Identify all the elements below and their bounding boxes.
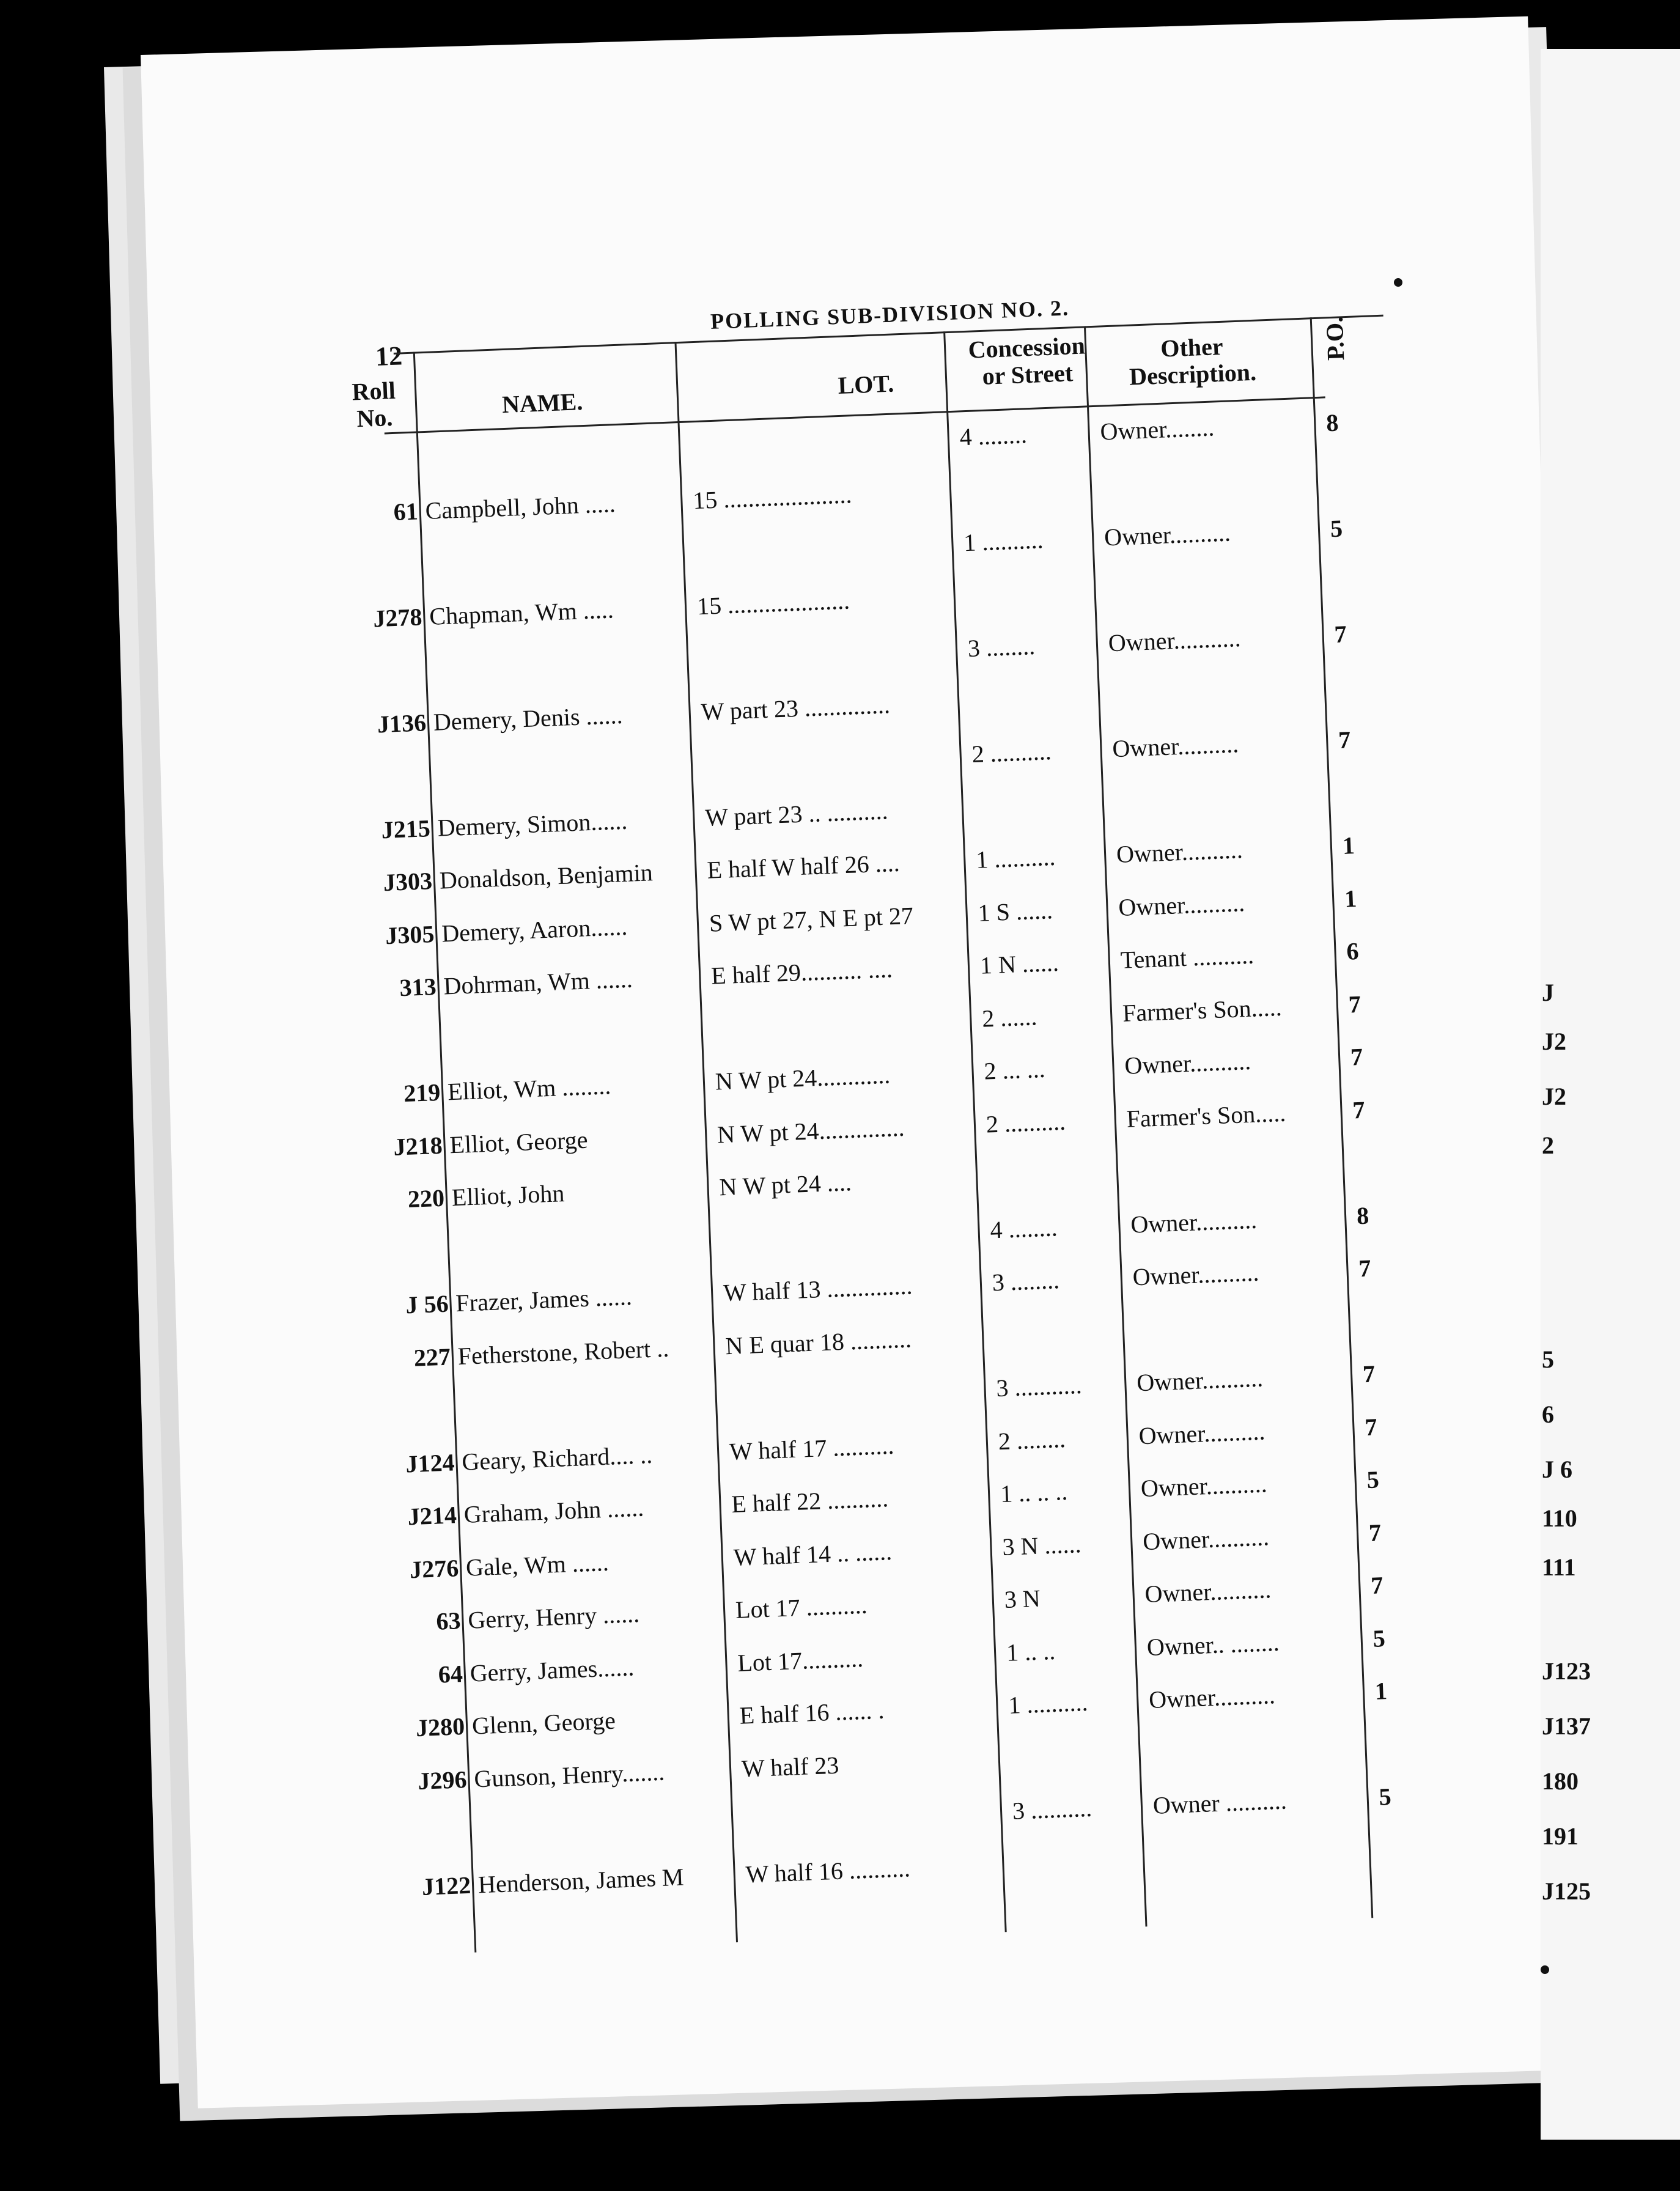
lot: E half 16 ...... . (739, 1696, 885, 1729)
roll-number: J296 (417, 1765, 468, 1795)
description: Farmer's Son..... (1126, 1099, 1286, 1133)
lot: E half 22 .......... (731, 1484, 889, 1519)
roll-number: J 56 (405, 1289, 449, 1319)
fragment: J137 (1542, 1712, 1591, 1740)
post-office: 7 (1347, 990, 1361, 1018)
fragment: 111 (1542, 1553, 1576, 1581)
voter-name: Donaldson, Benjamin (439, 858, 654, 894)
fragment: J125 (1542, 1877, 1591, 1905)
roll-number: 64 (437, 1659, 463, 1688)
description: Owner.......... (1136, 1364, 1264, 1397)
voter-name: Chapman, Wm ..... (429, 595, 614, 630)
post-office: 7 (1333, 620, 1347, 649)
description: Owner.......... (1132, 1258, 1260, 1291)
post-office: 1 (1344, 884, 1358, 913)
post-office: 8 (1356, 1201, 1369, 1229)
roll-number (356, 655, 424, 657)
fragment: J 6 (1542, 1456, 1572, 1483)
page-number: 12 (375, 341, 403, 372)
column-header-po: P.O. (1320, 316, 1350, 361)
lot: W half 14 .. ...... (732, 1537, 893, 1571)
voter-name: Glenn, George (471, 1706, 616, 1740)
post-office: 7 (1350, 1042, 1364, 1071)
concession: 1 N ...... (979, 948, 1059, 979)
fragment: J123 (1542, 1657, 1591, 1685)
roll-number (378, 1236, 446, 1239)
lot: N E quar 18 .......... (724, 1325, 912, 1360)
concession: 3 .......... (1012, 1794, 1092, 1825)
concession: 4 ........ (959, 421, 1028, 451)
voter-name: Demery, Denis ...... (433, 701, 624, 736)
concession: 1 .......... (975, 842, 1056, 874)
post-office: 7 (1352, 1096, 1366, 1124)
concession: 2 ...... (981, 1002, 1038, 1033)
post-office: 6 (1346, 937, 1360, 965)
post-office: 7 (1338, 726, 1352, 754)
roll-number: 63 (435, 1607, 462, 1635)
lot: S W pt 27, N E pt 27 (709, 901, 914, 937)
post-office: 7 (1364, 1412, 1378, 1441)
column-header-roll: Roll No. (351, 376, 396, 433)
roll-number: J122 (421, 1871, 471, 1901)
post-office: 5 (1378, 1782, 1392, 1811)
concession: 1 .. .. .. (1000, 1477, 1068, 1508)
roll-number: J124 (405, 1448, 455, 1478)
concession: 2 ... ... (983, 1055, 1046, 1085)
lot: 15 ..................... (692, 480, 853, 514)
concession: 1 .......... (963, 526, 1044, 557)
concession: 3 ........ (992, 1266, 1060, 1297)
concession: 2 .......... (986, 1107, 1066, 1138)
fragment: J2 (1542, 1028, 1566, 1055)
description: Owner .......... (1152, 1786, 1288, 1819)
voter-name: Henderson, James M (477, 1862, 685, 1898)
post-office: 5 (1372, 1624, 1386, 1652)
voter-name: Dohrman, Wm ...... (443, 965, 633, 1000)
voter-name: Demery, Aaron...... (441, 912, 628, 948)
voter-name: Gerry, James...... (469, 1652, 635, 1687)
roll-number: J280 (415, 1712, 465, 1742)
roll-number: 220 (407, 1184, 445, 1213)
roll-number: J215 (380, 814, 431, 844)
description: Owner.......... (1144, 1575, 1272, 1608)
post-office: 1 (1374, 1677, 1388, 1705)
roll-number: J276 (409, 1553, 460, 1583)
description: Owner.......... (1116, 836, 1243, 869)
post-office: 8 (1325, 408, 1339, 437)
post-office: 7 (1368, 1518, 1382, 1547)
description: Owner.......... (1138, 1416, 1266, 1449)
ink-speck (1541, 1965, 1549, 1974)
lot: W part 23 .............. (700, 690, 891, 726)
roll-number (352, 549, 419, 551)
lot: E half 29.......... .... (710, 955, 893, 990)
roll-number (401, 1817, 468, 1820)
fragment: 110 (1542, 1504, 1577, 1532)
lot: 15 .................... (696, 586, 850, 620)
description: Owner.......... (1118, 888, 1245, 921)
post-office: 5 (1366, 1465, 1380, 1494)
concession: 3 ........... (995, 1371, 1083, 1402)
column-header-other: Other Description. (1129, 332, 1257, 391)
voter-name: Graham, John ...... (463, 1493, 644, 1528)
concession: 1 .......... (1008, 1688, 1089, 1719)
roll-number: J136 (377, 708, 427, 738)
roll-number: 61 (392, 497, 419, 526)
roll-number: J303 (383, 867, 433, 897)
concession: 3 N (1003, 1584, 1041, 1613)
column-header-name: NAME. (501, 388, 584, 419)
lot: W half 17 .......... (729, 1431, 895, 1465)
roll-number: 313 (399, 972, 437, 1002)
roll-number (370, 1025, 438, 1027)
voter-name: Gerry, Henry ...... (467, 1599, 640, 1634)
roll-number (361, 760, 428, 763)
lot: E half W half 26 .... (706, 849, 901, 884)
voter-name: Elliot, George (449, 1125, 589, 1158)
voter-name: Frazer, James ...... (455, 1283, 633, 1317)
fragment: 6 (1542, 1401, 1554, 1428)
description: Owner.......... (1103, 518, 1231, 551)
column-header-concession: Concession or Street (967, 331, 1086, 390)
lot: W half 23 (741, 1751, 840, 1783)
description: Owner........... (1108, 624, 1242, 657)
post-office: 1 (1342, 831, 1355, 860)
description: Owner.......... (1148, 1681, 1276, 1714)
post-office: 5 (1330, 514, 1343, 543)
roll-sheet (342, 252, 1483, 2003)
roll-number: J278 (372, 602, 423, 632)
voter-name: Elliot, Wm ........ (447, 1072, 611, 1106)
roll-number: 219 (403, 1078, 441, 1108)
roll-number: 227 (413, 1342, 451, 1372)
roll-number: J305 (385, 919, 435, 949)
lot: W part 23 .. .......... (704, 796, 889, 831)
voter-name: Fetherstone, Robert .. (457, 1334, 669, 1370)
lot: N W pt 24............ (715, 1061, 891, 1096)
voter-name: Campbell, John ..... (424, 489, 616, 525)
concession: 4 ........ (989, 1213, 1058, 1243)
description: Tenant .......... (1119, 941, 1254, 974)
concession: 3 ........ (967, 632, 1036, 663)
voter-name: Elliot, John (451, 1179, 566, 1212)
concession: 1 .. .. (1006, 1637, 1056, 1666)
roll-number (348, 444, 416, 446)
lot: N W pt 24 .... (718, 1168, 852, 1201)
concession: 1 S ...... (977, 896, 1053, 927)
description: Owner.......... (1140, 1470, 1268, 1503)
facing-page-edge (1541, 49, 1680, 2140)
fragment: J2 (1542, 1083, 1566, 1110)
roll-number: J214 (407, 1501, 457, 1531)
post-office: 7 (1358, 1254, 1372, 1283)
concession: 2 ........ (997, 1424, 1066, 1455)
concession: 3 N ...... (1001, 1530, 1082, 1561)
lot: W half 16 .......... (745, 1854, 911, 1888)
fragment: 191 (1542, 1822, 1579, 1850)
description: Owner.......... (1142, 1522, 1270, 1555)
lot: Lot 17 .......... (735, 1591, 868, 1624)
roll-number (385, 1394, 452, 1397)
lot: N W pt 24.............. (717, 1113, 905, 1148)
fragment: J (1542, 979, 1554, 1006)
fragment: 180 (1542, 1767, 1579, 1795)
fragment: 5 (1542, 1346, 1554, 1373)
description: Farmer's Son..... (1122, 993, 1283, 1027)
concession: 2 .......... (971, 737, 1052, 768)
post-office: 7 (1362, 1360, 1376, 1388)
column-header-lot: LOT. (837, 369, 894, 399)
voter-name: Gale, Wm ...... (465, 1548, 610, 1582)
lot: Lot 17.......... (737, 1644, 864, 1677)
lot: W half 13 .............. (723, 1272, 913, 1307)
description: Owner.......... (1111, 730, 1239, 763)
description: Owner.......... (1124, 1047, 1251, 1080)
page-title: POLLING SUB-DIVISION NO. 2. (710, 295, 1070, 334)
description: Owner........ (1099, 413, 1215, 446)
voter-name: Geary, Richard.... .. (461, 1440, 653, 1476)
post-office: 7 (1370, 1571, 1384, 1599)
voter-name: Demery, Simon...... (437, 806, 628, 842)
roll-number: J218 (392, 1131, 443, 1161)
description: Owner.. ........ (1146, 1628, 1280, 1661)
description: Owner.......... (1130, 1206, 1258, 1239)
fragment: 2 (1542, 1132, 1554, 1159)
voter-name: Gunson, Henry....... (473, 1758, 665, 1793)
